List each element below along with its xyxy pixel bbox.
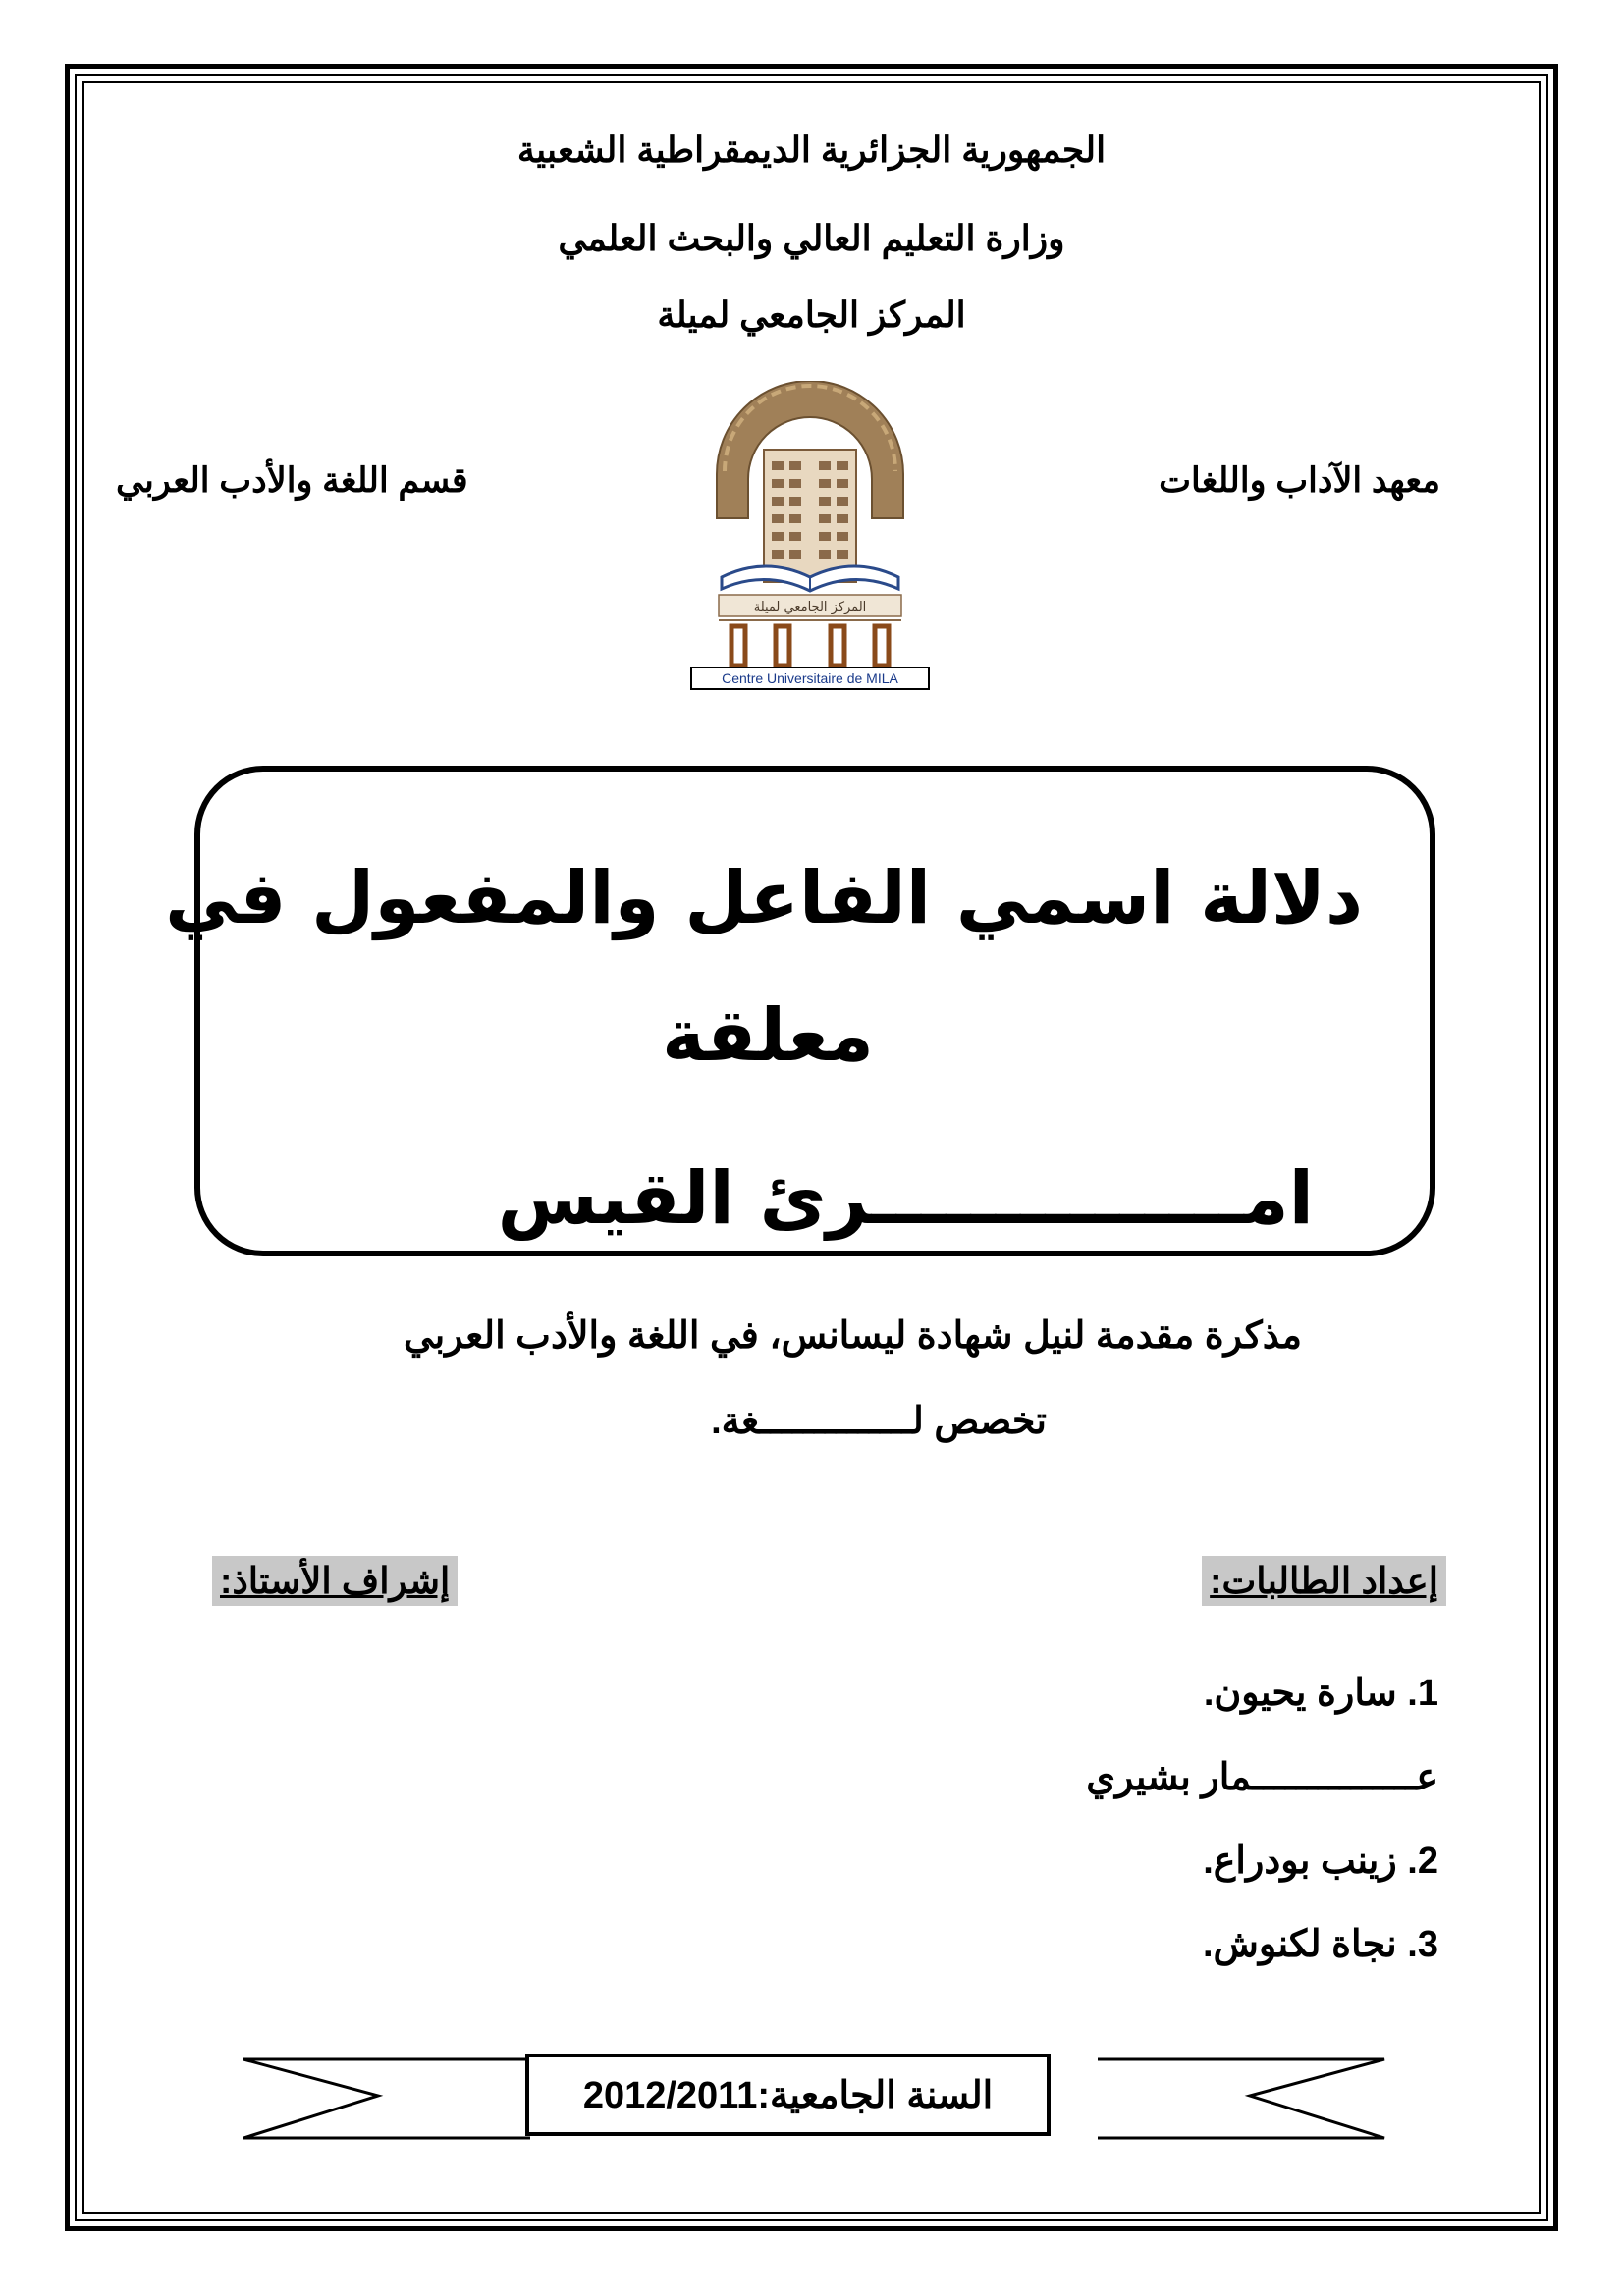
center-heading: المركز الجامعي لميلة <box>657 294 966 335</box>
logo-arabic-text: المركز الجامعي لميلة <box>753 600 867 614</box>
institute-label: معهد الآداب واللغات <box>1159 461 1440 500</box>
supervisor-label: إشراف الأستاذ: <box>212 1556 458 1606</box>
thesis-title-line2: معلقة <box>662 993 874 1078</box>
thesis-title-line3: امـــــــــــــــرئ القيس <box>497 1156 1314 1241</box>
thesis-description: مذكرة مقدمة لنيل شهادة ليسانس، في اللغة والأدب العربي <box>403 1315 1302 1357</box>
academic-year: السنة الجامعية:2012/2011 <box>525 2054 1051 2136</box>
ministry-heading: وزارة التعليم العالي والبحث العلمي <box>558 218 1065 258</box>
student-item: 3. نجاة لكنوش. <box>1202 1924 1438 1965</box>
specialization-line: تخصص لــــــــــــــغة. <box>711 1401 1047 1442</box>
thesis-title-line1: دلالة اسمي الفاعل والمفعول في <box>165 856 1363 940</box>
student-item: 1. سارة يحيون. <box>1203 1673 1438 1714</box>
republic-heading: الجمهورية الجزائرية الديمقراطية الشعبية <box>516 130 1107 170</box>
university-logo <box>687 381 933 693</box>
student-item: عـــــــــــــــمار بشيري <box>1086 1757 1438 1798</box>
student-item: 2. زينب بودراع. <box>1203 1841 1438 1882</box>
logo-caption: Centre Universitaire de MILA <box>722 670 898 686</box>
department-label: قسم اللغة والأدب العربي <box>116 461 468 500</box>
students-label: إعداد الطالبات: <box>1202 1556 1446 1606</box>
